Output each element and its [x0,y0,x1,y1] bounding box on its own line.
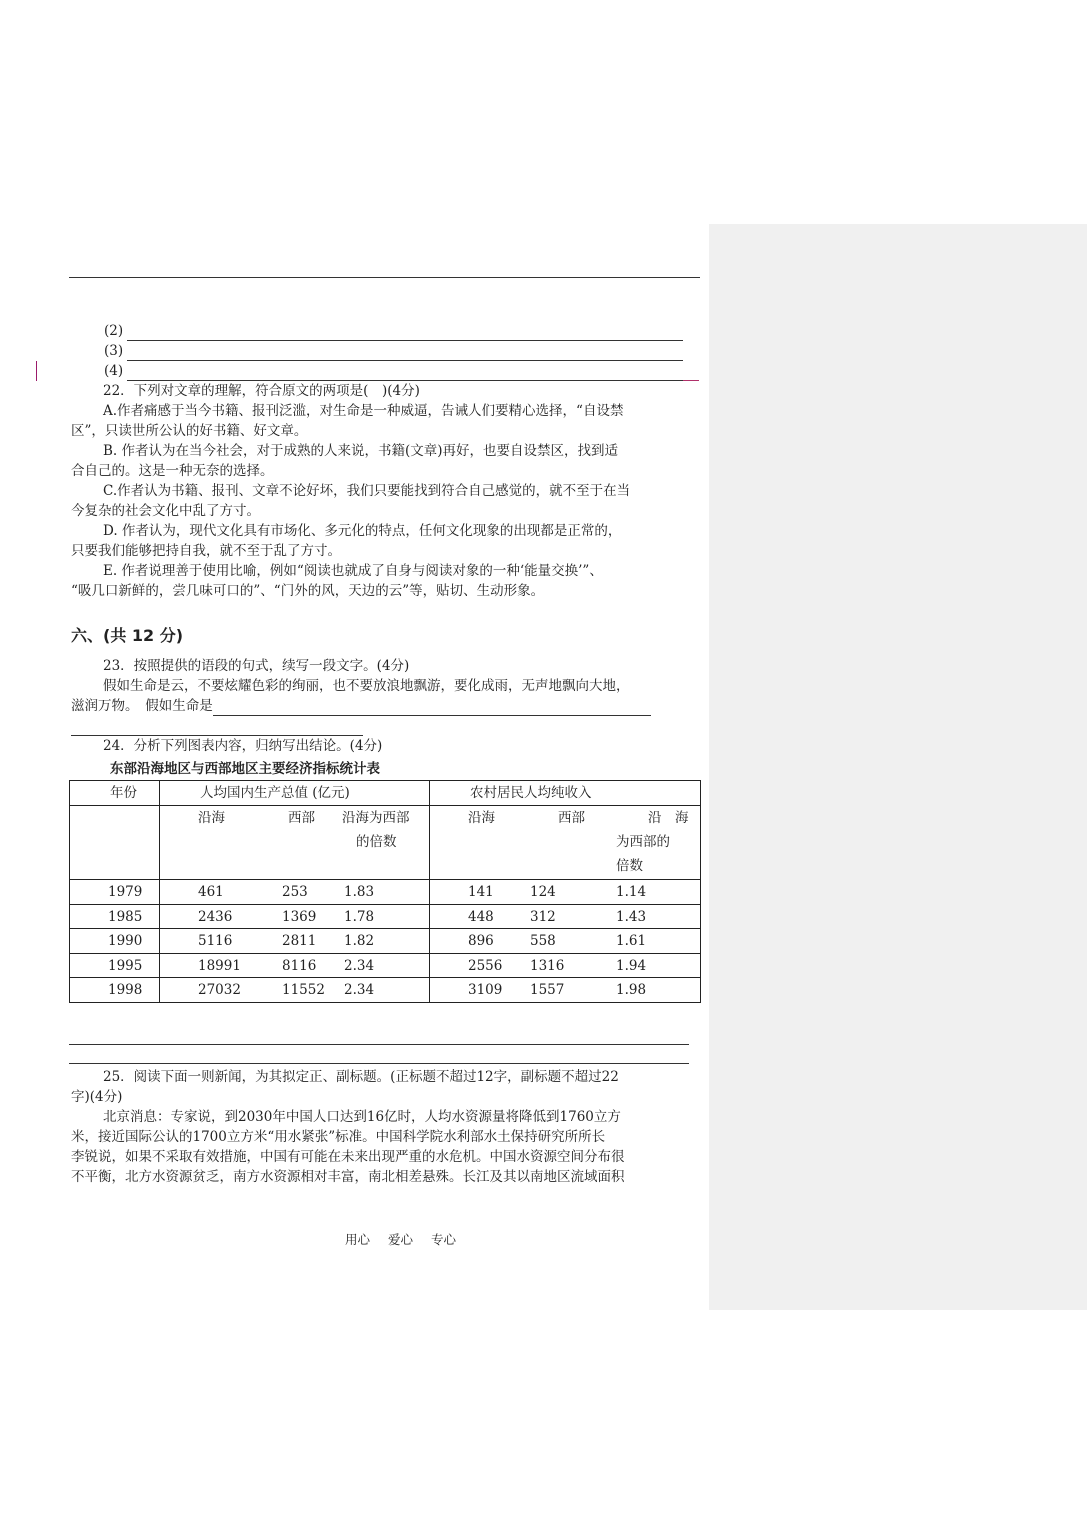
header-rule [69,277,700,278]
gdp-coastal: 18991 [198,957,241,974]
header-year: 年份 [70,781,160,806]
income-ratio: 1.98 [616,982,647,998]
section-heading: 六、(共 12 分) [71,626,184,645]
question-23-answer-continued[interactable] [71,716,363,736]
answer-underline [213,701,651,716]
subheader-western: 西部 [288,810,315,826]
gdp-ratio: 1.78 [344,908,375,925]
subheader-income-ratio-1: 沿 海 [648,810,689,826]
option-b-line2: 合自己的。这是一种无奈的选择。 [71,463,274,479]
cell-gdp [160,978,430,1003]
subheader-income [430,806,701,880]
cell-gdp [160,929,430,954]
gdp-coastal: 461 [198,884,224,900]
cell-year: 1990 [70,929,160,954]
cell-income [430,880,701,905]
option-a-line1: A.作者痛感于当今书籍、报刊泛滥，对生命是一种威逼，告诫人们要精心选择，“自设禁 [103,403,624,419]
page-footer: 用心 爱心 专心 [345,1232,456,1247]
gdp-ratio: 2.34 [344,957,375,974]
table-title: 东部沿海地区与西部地区主要经济指标统计表 [110,761,380,777]
cell-income [430,953,701,978]
income-ratio: 1.43 [616,908,647,925]
table-row [70,978,701,1003]
answer-blank-4[interactable] [104,361,699,381]
income-coastal: 448 [468,908,494,925]
gdp-western: 253 [282,884,308,900]
answer-line-2[interactable] [69,1063,689,1064]
question-24-stem: 24．分析下列图表内容，归纳写出结论。(4分) [103,738,383,754]
income-western: 1557 [530,982,565,998]
subheader-income-ratio-2: 为西部的 [616,834,670,850]
gdp-western: 2811 [282,933,317,949]
income-coastal: 3109 [468,982,503,998]
option-e-line1: E. 作者说理善于使用比喻，例如“阅读也就成了自身与阅读对象的一种‘能量交换’”、 [103,563,603,579]
answer-underline [71,721,363,736]
news-line2: 米，接近国际公认的1700立方米“用水紧张”标准。中国科学院水利部水土保持研究所所长 [71,1129,606,1145]
option-a-line2: 区”，只读世所公认的好书籍、好文章。 [71,423,308,439]
gdp-ratio: 1.83 [344,884,375,900]
table-row [70,904,701,929]
news-line1: 北京消息：专家说，到2030年中国人口达到16亿时，人均水资源量将降低到1760立方 [103,1109,621,1125]
news-line3: 李锐说，如果不采取有效措施，中国有可能在未来出现严重的水危机。中国水资源空间分布很 [71,1149,625,1165]
gdp-coastal: 2436 [198,908,233,925]
cell-income [430,904,701,929]
gdp-ratio: 1.82 [344,933,375,949]
option-e-line2: “吸几口新鲜的，尝几味可口的”、“门外的风，天边的云”等，贴切、生动形象。 [71,583,545,599]
answer-blank-2[interactable] [104,321,683,341]
blank-underline [127,326,683,341]
subheader-income-coastal: 沿海 [468,810,495,826]
gdp-western: 1369 [282,908,317,925]
option-c-line1: C.作者认为书籍、报刊、文章不论好坏，我们只要能找到符合自己感觉的，就不至于在当 [103,483,631,499]
gdp-coastal: 5116 [198,933,233,949]
income-coastal: 896 [468,933,494,949]
revision-mark [683,366,699,381]
prompt-text: 滋润万物。 假如生命是 [71,698,213,714]
table-subheader-row [70,806,701,880]
table-row [70,929,701,954]
cell-gdp [160,904,430,929]
question-25-stem-line2: 字)(4分) [71,1089,123,1105]
subheader-gdp [160,806,430,880]
blank-underline [127,366,683,381]
option-d-line1: D. 作者认为，现代文化具有市场化、多元化的特点，任何文化现象的出现都是正常的， [103,523,622,539]
option-c-line2: 今复杂的社会文化中乱了方寸。 [71,503,260,519]
economic-stats-table [69,780,701,1003]
question-23-prompt-line2[interactable] [71,696,651,716]
question-25-stem-line1: 25．阅读下面一则新闻，为其拟定正、副标题。(正标题不超过12字，副标题不超过22 [103,1069,619,1085]
cell-gdp [160,880,430,905]
table-row [70,953,701,978]
answer-blank-3[interactable] [104,341,683,361]
income-ratio: 1.14 [616,884,647,900]
table-header-row [70,781,701,806]
blank-label: (3) [104,343,124,359]
header-gdp: 人均国内生产总值 (亿元) [160,781,430,806]
comment-pane [709,224,1087,1310]
blank-underline [127,346,683,361]
question-22-stem: 22．下列对文章的理解，符合原文的两项是( )(4分) [103,383,420,399]
table-row [70,880,701,905]
income-ratio: 1.61 [616,933,647,949]
cell-income [430,929,701,954]
gdp-western: 8116 [282,957,317,974]
header-income: 农村居民人均纯收入 [430,781,701,806]
income-coastal: 141 [468,884,494,900]
cell-year: 1995 [70,953,160,978]
gdp-western: 11552 [282,982,325,998]
text-cursor [36,361,37,381]
subheader-ratio-2: 的倍数 [356,834,397,850]
answer-line-1[interactable] [69,1044,689,1045]
cell-year: 1985 [70,904,160,929]
cell-year: 1998 [70,978,160,1003]
cell-year: 1979 [70,880,160,905]
subheader-income-western: 西部 [558,810,585,826]
cell-gdp [160,953,430,978]
subheader-income-ratio-3: 倍数 [616,858,643,874]
cell-income [430,978,701,1003]
income-ratio: 1.94 [616,957,647,974]
income-western: 558 [530,933,556,949]
blank-label: (2) [104,323,124,339]
question-23-stem: 23．按照提供的语段的句式，续写一段文字。(4分) [103,658,410,674]
income-western: 124 [530,884,556,900]
subheader-ratio-1: 沿海为西部 [342,810,410,826]
income-western: 312 [530,908,556,925]
income-western: 1316 [530,957,565,974]
gdp-ratio: 2.34 [344,982,375,998]
option-d-line2: 只要我们能够把持自我，就不至于乱了方寸。 [71,543,341,559]
blank-label: (4) [104,363,124,379]
question-23-prompt-line1: 假如生命是云，不要炫耀色彩的绚丽，也不要放浪地飘游，要化成雨，无声地飘向大地， [103,678,630,694]
subheader-empty [70,806,160,880]
gdp-coastal: 27032 [198,982,241,998]
income-coastal: 2556 [468,957,503,974]
news-line4: 不平衡，北方水资源贫乏，南方水资源相对丰富，南北相差悬殊。长江及其以南地区流域面积 [71,1169,625,1185]
subheader-coastal: 沿海 [198,810,225,826]
option-b-line1: B. 作者认为在当今社会，对于成熟的人来说，书籍(文章)再好，也要自设禁区，找到适 [103,443,619,459]
